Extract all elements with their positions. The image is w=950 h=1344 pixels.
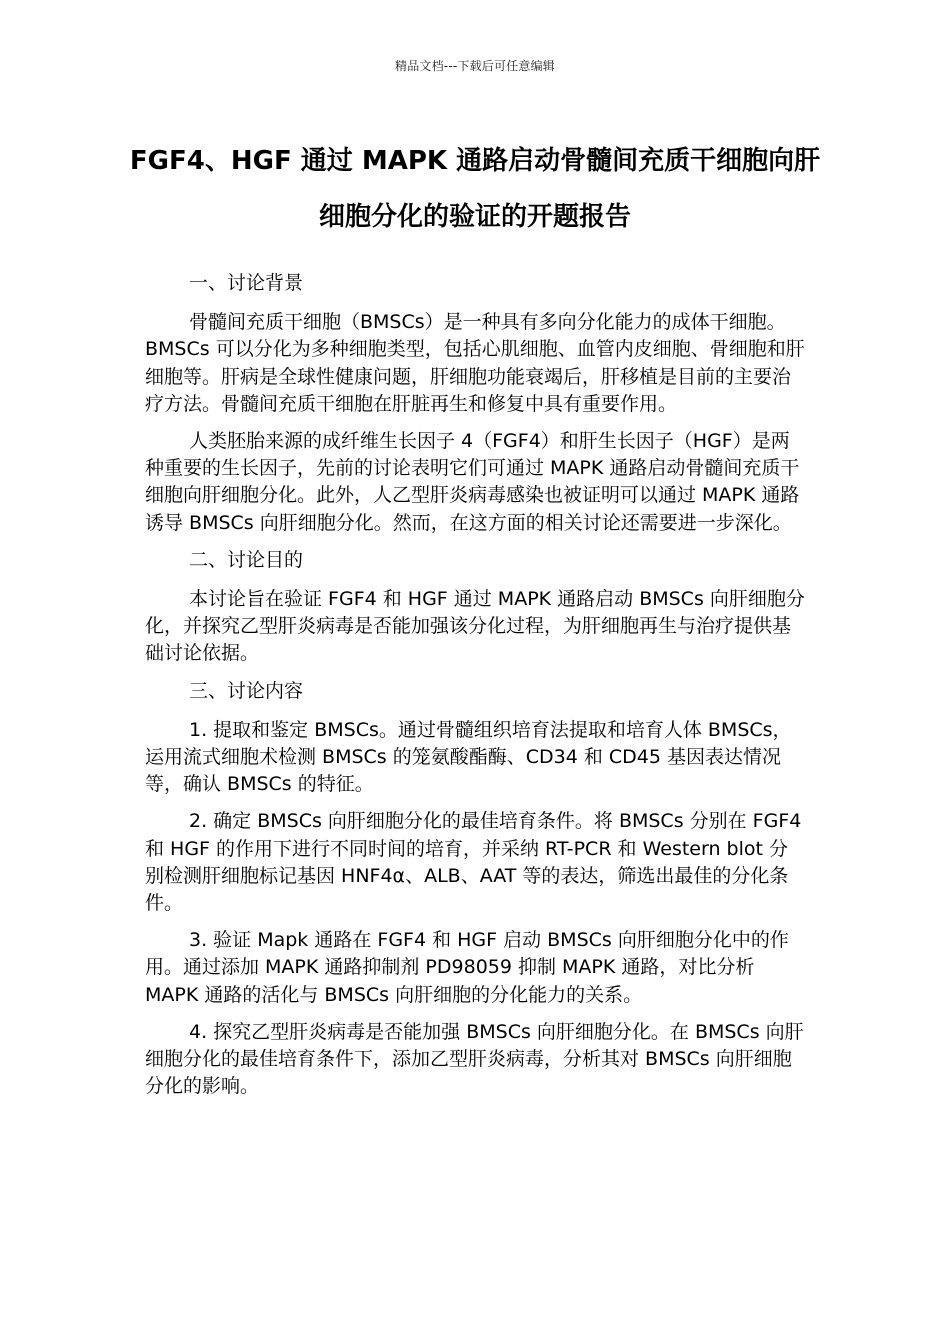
page-header: 精品文档---下载后可任意编辑 xyxy=(395,59,555,73)
section-heading-purpose: 二、讨论目的 xyxy=(189,548,304,571)
document-title: FGF4、HGF 通过 MAPK 通路启动骨髓间充质干细胞向肝细胞分化的验证的开题报告 xyxy=(129,146,821,232)
section-heading-background: 一、讨论背景 xyxy=(189,272,304,294)
content-item-2: 2. 确定 BMSCs 向肝细胞分化的最佳培育条件。将 BMSCs 分别在 FGF4 和 HGF 的作用下进行不同时间的培育，并采纳 RT-PCR 和 Western blot 分别检测肝细胞标记基因 HNF4α、ALB、AAT 等的表达，筛选出最佳的分化条件。 xyxy=(145,810,802,915)
background-paragraph-2: 人类胚胎来源的成纤维生长因子 4（FGF4）和肝生长因子（HGF）是两种重要的生长因子，先前的讨论表明它们可通过 MAPK 通路启动骨髓间充质干细胞向肝细胞分化。此外，人乙型肝炎病毒感染也被证明可以通过 MAPK 通路诱导 BMSCs 向肝细胞分化。然而，在这方面的相关讨论还需要进一步深化。 xyxy=(145,430,800,534)
content-item-4: 4. 探究乙型肝炎病毒是否能加强 BMSCs 向肝细胞分化。在 BMSCs 向肝细胞分化的最佳培育条件下，添加乙型肝炎病毒，分析其对 BMSCs 向肝细胞分化的影响。 xyxy=(145,1020,804,1098)
section-heading-content: 三、讨论内容 xyxy=(189,679,304,702)
purpose-paragraph: 本讨论旨在验证 FGF4 和 HGF 通过 MAPK 通路启动 BMSCs 向肝细胞分化，并探究乙型肝炎病毒是否能加强该分化过程，为肝细胞再生与治疗提供基础讨论依据。 xyxy=(145,588,805,665)
background-paragraph-1: 骨髓间充质干细胞（BMSCs）是一种具有多向分化能力的成体干细胞。BMSCs 可以分化为多种细胞类型，包括心肌细胞、血管内皮细胞、骨细胞和肝细胞等。肝病是全球性健康问题，肝细胞功能衰竭后，肝移植是目前的主要治疗方法。骨髓间充质干细胞在肝脏再生和修复中具有重要作用。 xyxy=(145,311,805,415)
content-item-1: 1. 提取和鉴定 BMSCs。通过骨髓组织培育法提取和培育人体 BMSCs，运用流式细胞术检测 BMSCs 的笼氨酸酯酶、CD34 和 CD45 基因表达情况等，确认 BMSCs 的特征。 xyxy=(145,718,792,796)
content-item-3: 3. 验证 Mapk 通路在 FGF4 和 HGF 启动 BMSCs 向肝细胞分化中的作用。通过添加 MAPK 通路抑制剂 PD98059 抑制 MAPK 通路，对比分析 MAPK 通路的活化与 BMSCs 向肝细胞的分化能力的关系。 xyxy=(145,929,789,1006)
document-body xyxy=(145,270,805,1110)
